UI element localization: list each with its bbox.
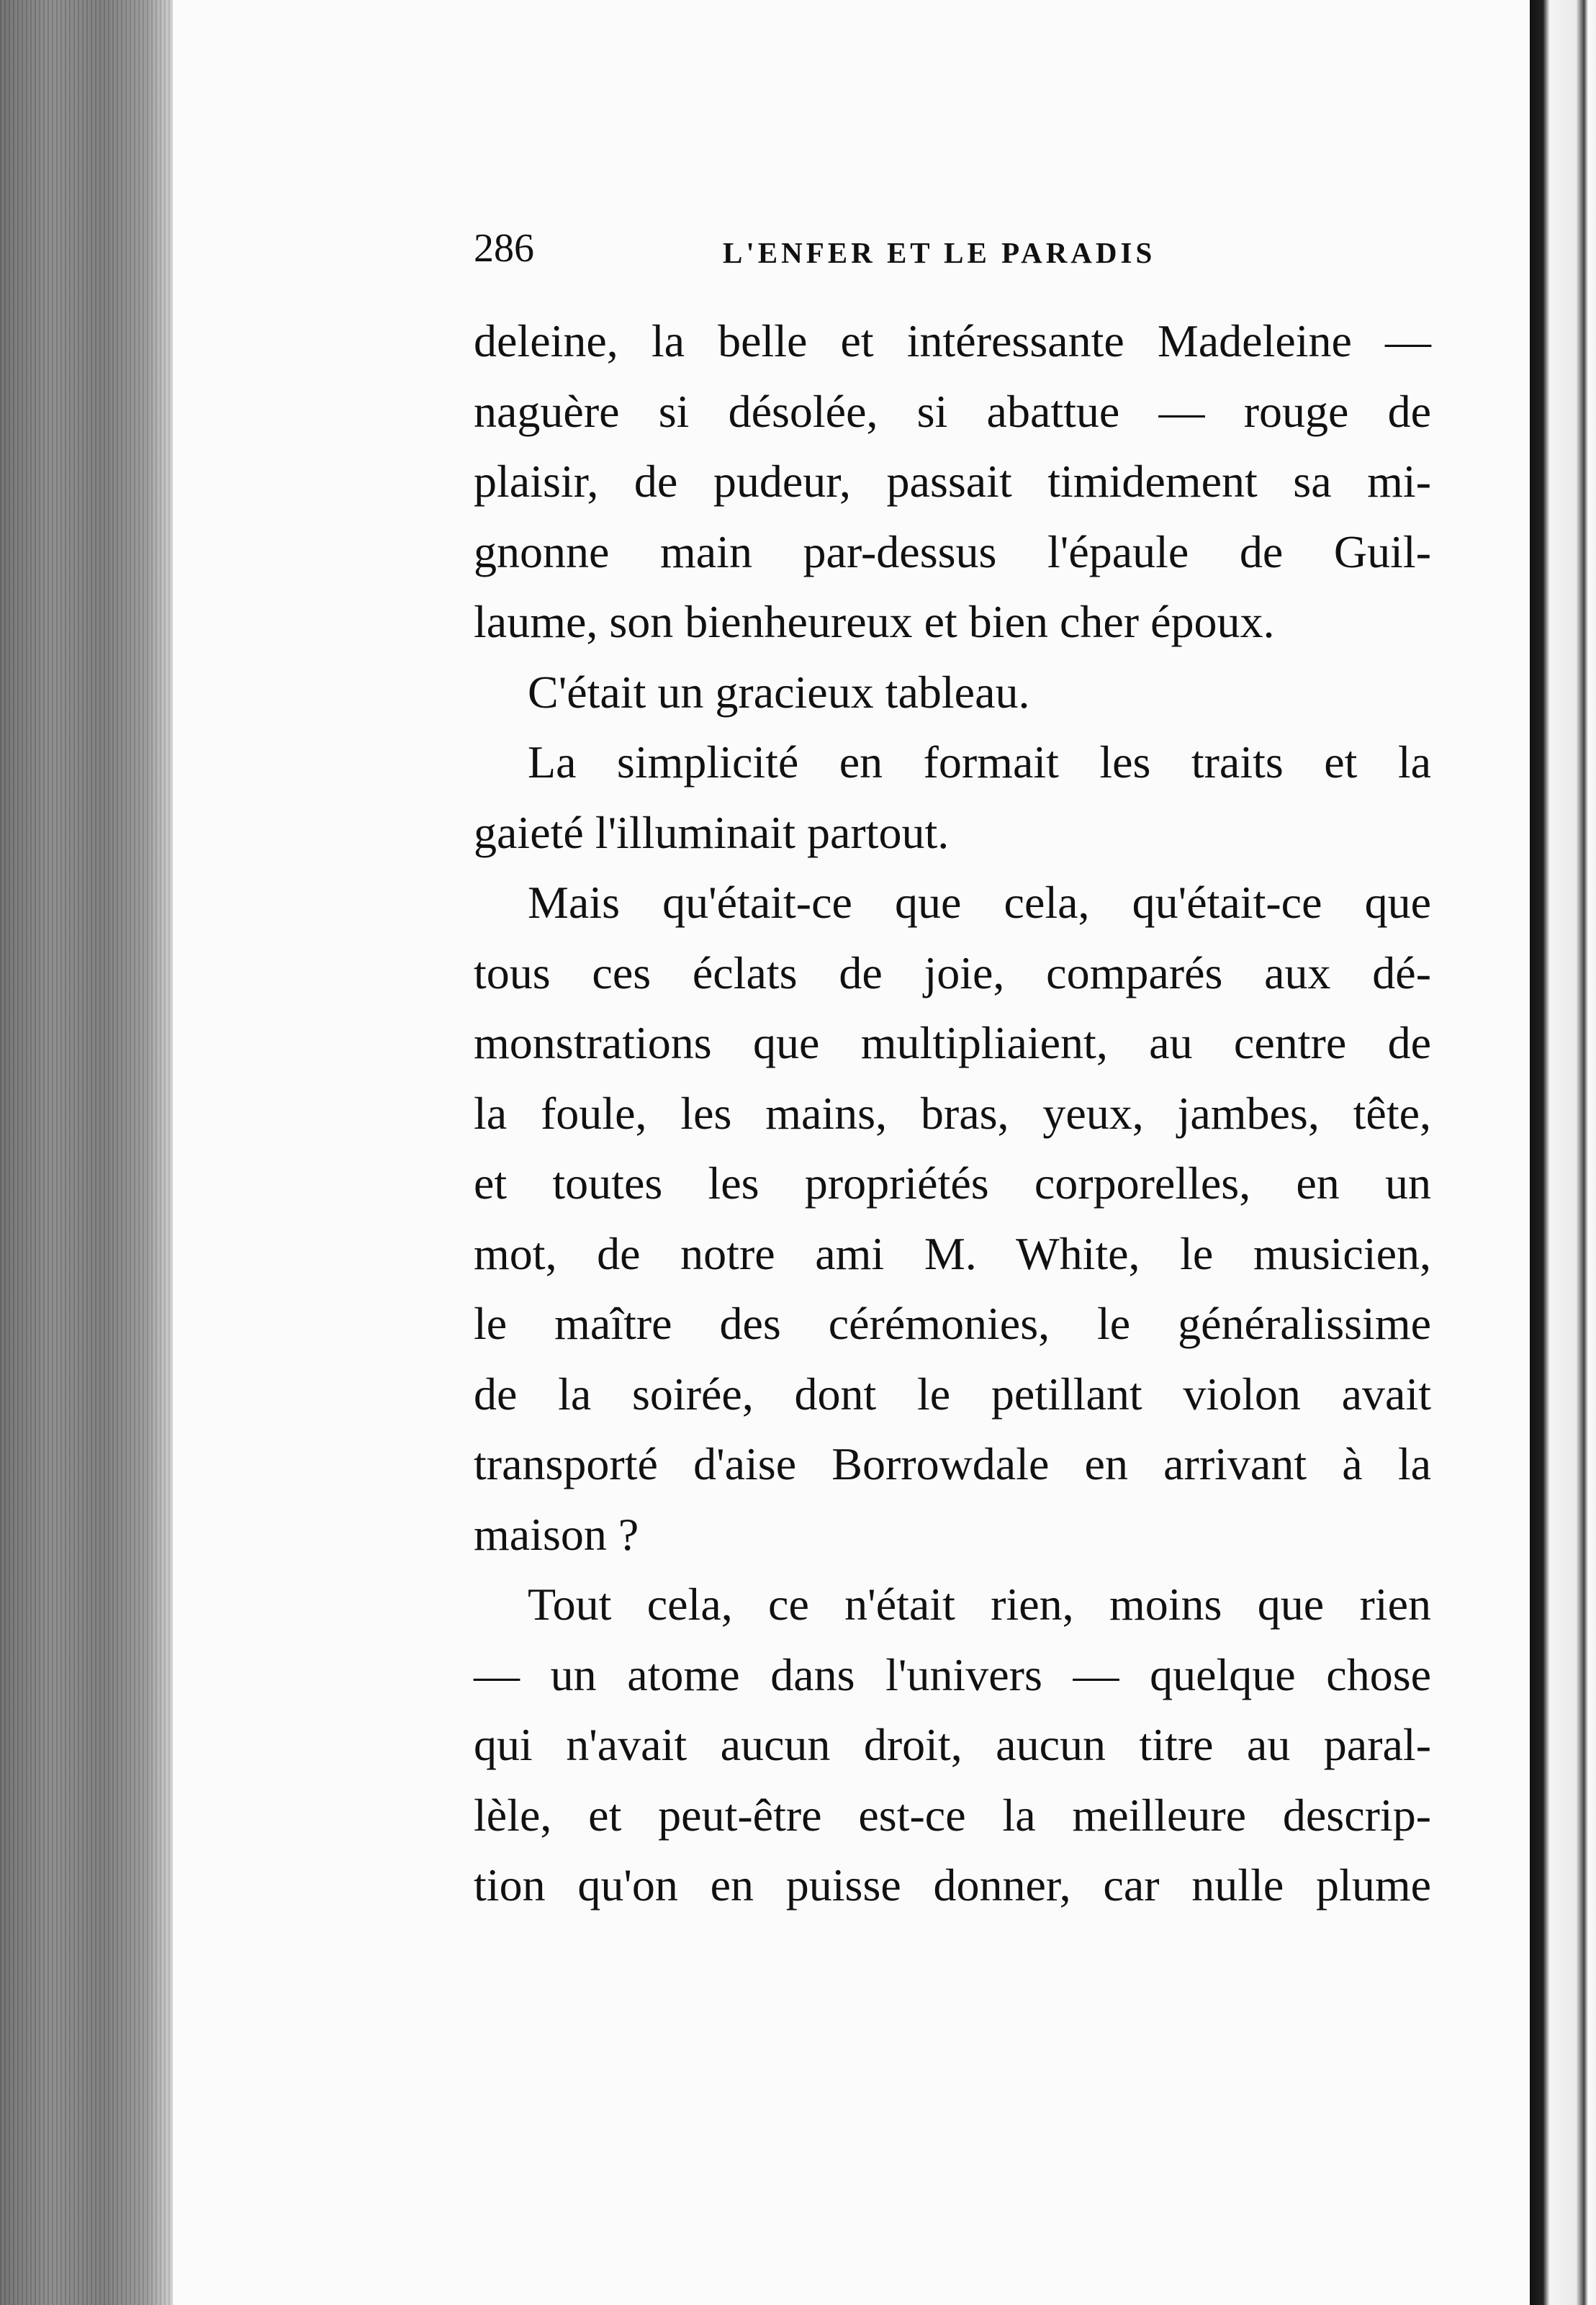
running-title: L'ENFER ET LE PARADIS xyxy=(723,236,1156,269)
text-line: tous ces éclats de joie, comparés aux dé- xyxy=(474,947,1431,998)
text-line: qui n'avait aucun droit, aucun titre au paral- xyxy=(474,1719,1431,1770)
text-line: C'était un gracieux tableau. xyxy=(528,666,1030,718)
text-line: laume, son bienheureux et bien cher époux. xyxy=(474,596,1275,647)
text-line: monstrations que multipliaient, au centre de xyxy=(474,1017,1431,1068)
text-line: et toutes les propriétés corporelles, en un xyxy=(474,1158,1431,1209)
text-line: lèle, et peut-être est-ce la meilleure descrip- xyxy=(474,1789,1431,1841)
text-line: Mais qu'était-ce que cela, qu'était-ce que xyxy=(528,877,1431,928)
page-body-text xyxy=(474,306,1431,1921)
book-edge-texture xyxy=(0,0,173,2305)
text-line: La simplicité en formait les traits et la xyxy=(528,736,1431,788)
text-line: maison ? xyxy=(474,1508,639,1560)
page-number: 286 xyxy=(474,226,534,271)
book-right-edge xyxy=(1530,0,1596,2305)
text-line: — un atome dans l'univers — quelque chose xyxy=(474,1648,1431,1700)
text-line: la foule, les mains, bras, yeux, jambes, tête, xyxy=(474,1087,1431,1139)
text-line: de la soirée, dont le petillant violon avait xyxy=(474,1368,1431,1420)
text-line: gnonne main par-dessus l'épaule de Guil- xyxy=(474,525,1431,577)
text-line: Tout cela, ce n'était rien, moins que rien xyxy=(528,1579,1431,1630)
text-line: tion qu'on en puisse donner, car nulle plume xyxy=(474,1859,1431,1911)
text-line: naguère si désolée, si abattue — rouge de xyxy=(474,385,1431,437)
text-line: deleine, la belle et intéressante Madeleine — xyxy=(474,315,1431,366)
text-line: le maître des cérémonies, le généralissime xyxy=(474,1298,1431,1349)
text-line: gaieté l'illuminait partout. xyxy=(474,806,950,858)
text-line: plaisir, de pudeur, passait timidement sa mi- xyxy=(474,456,1431,507)
text-line: mot, de notre ami M. White, le musicien, xyxy=(474,1227,1431,1279)
page-header xyxy=(474,220,1431,277)
text-line: transporté d'aise Borrowdale en arrivant à la xyxy=(474,1438,1431,1489)
